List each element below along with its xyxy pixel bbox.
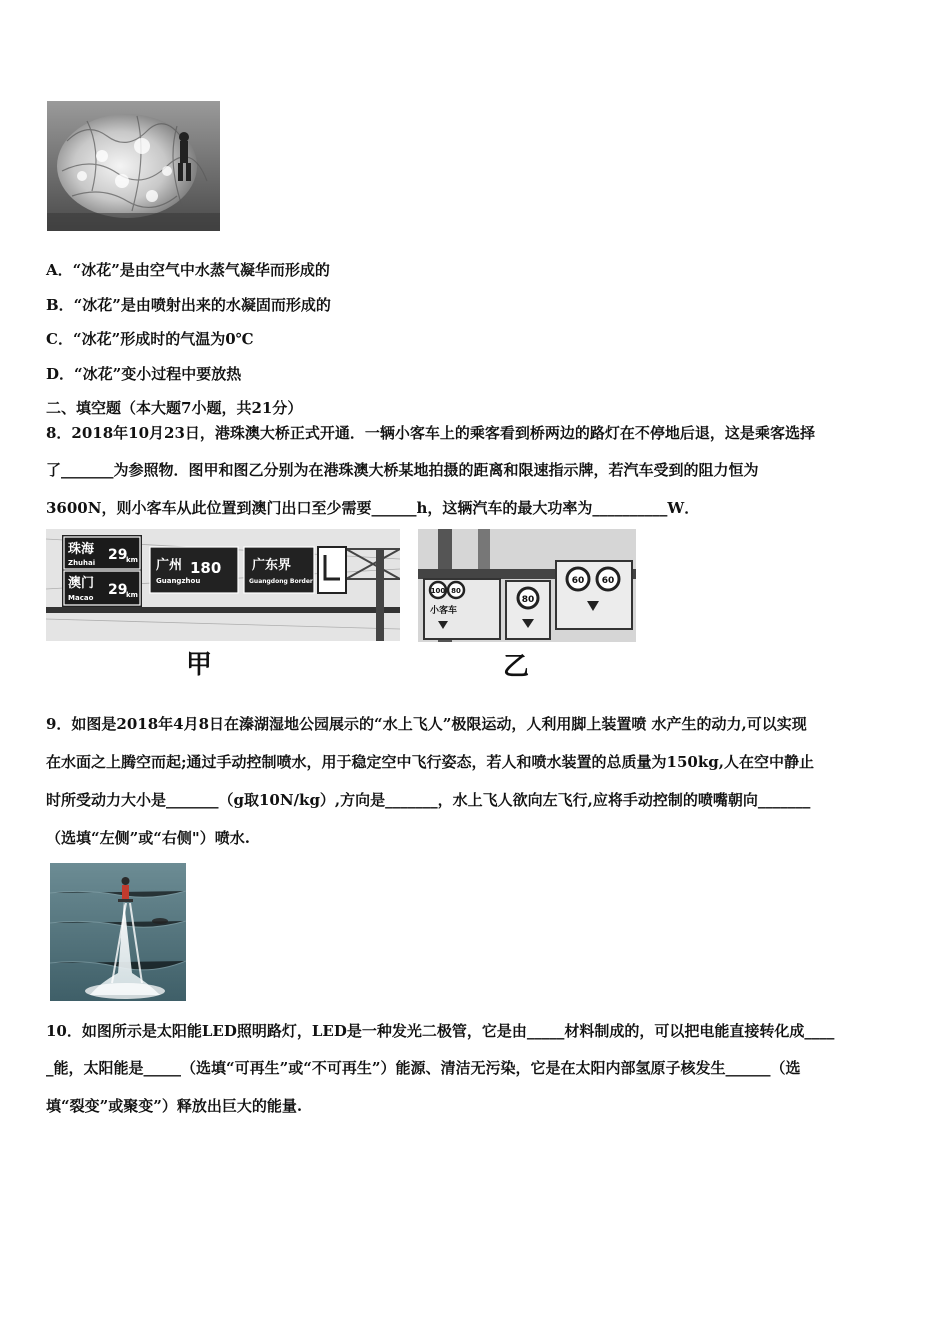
speed-limit-sign-photo <box>418 529 636 642</box>
section-heading: 二、填空题（本大题7小题，共21分） <box>46 399 303 417</box>
guangzhou-en-label: Guangzhou <box>156 577 201 585</box>
zhuhai-label: 珠海 <box>68 542 95 557</box>
guangdong-en-label: Guangdong Border <box>249 578 313 585</box>
q9-line-1: 9．如图是2018年4月8日在溱湖湿地公园展示的“水上飞人”极限运动，人利用脚上装置喷 水产生的动力,可以实现 <box>46 715 807 733</box>
distance-sign-photo <box>46 529 400 641</box>
limit-60-b: 60 <box>601 576 615 586</box>
limit-80-top: 80 <box>451 587 461 595</box>
macao-km-unit: km <box>126 591 138 599</box>
zhuhai-km-unit: km <box>126 556 138 564</box>
q10-line-3: 填“裂变”或聚变”）释放出巨大的能量. <box>46 1097 303 1115</box>
guangzhou-label: 广州 <box>156 558 183 573</box>
vehicle-type-label: 小客车 <box>430 606 458 616</box>
q9-line-2: 在水面之上腾空而起;通过手动控制喷水，用于稳定空中飞行姿态，若人和喷水装置的总质量为150kg,人在空中静止 <box>46 753 814 771</box>
zhuhai-distance: 29 <box>108 547 128 563</box>
flyboard-illustration <box>50 863 186 1001</box>
q8-line-3: 3600N，则小客车从此位置到澳门出口至少需要______h，这辆汽车的最大功率为__________W． <box>46 499 700 517</box>
speed-limit-sign-illustration <box>418 529 636 642</box>
zhuhai-en-label: Zhuhai <box>68 559 96 567</box>
flyboard-photo <box>50 863 186 1001</box>
q10-line-1: 10．如图所示是太阳能LED照明路灯，LED是一种发光二极管，它是由_____材料制成的，可以把电能直接转化成____ <box>46 1022 835 1040</box>
limit-60-a: 60 <box>571 576 585 586</box>
q9-line-3: 时所受动力大小是_______（g取10N/kg）,方向是_______，水上飞人欲向左飞行,应将手动控制的喷嘴朝向_______ <box>46 791 811 809</box>
macao-en-label: Macao <box>68 594 94 602</box>
choice-c: C．“冰花”形成时的气温为0℃ <box>46 330 254 348</box>
q10-line-2: _能，太阳能是_____（选填“可再生”或“不可再生”）能源、清洁无污染，它是在太阳内部氢原子核发生______（选 <box>46 1059 801 1077</box>
guangzhou-distance: 180 <box>190 559 222 577</box>
limit-100: 100 <box>430 587 446 595</box>
choice-a: A．“冰花”是由空气中水蒸气凝华而形成的 <box>46 261 330 279</box>
q8-line-1: 8．2018年10月23日，港珠澳大桥正式开通．一辆小客车上的乘客看到桥两边的路灯在不停地后退，这是乘客选择 <box>46 424 815 442</box>
choice-d: D．“冰花”变小过程中要放热 <box>46 365 242 383</box>
limit-80-mid: 80 <box>521 595 535 605</box>
macao-label: 澳门 <box>68 576 95 591</box>
ice-flower-photo <box>47 101 220 231</box>
guangdong-label: 广东界 <box>252 558 292 573</box>
figure-label-yi: 乙 <box>503 652 530 682</box>
figure-label-jia: 甲 <box>186 650 213 680</box>
q9-line-4: （选填“左侧”或“右侧"）喷水. <box>46 829 250 847</box>
q8-line-2: 了_______为参照物．图甲和图乙分别为在港珠澳大桥某地拍摄的距离和限速指示牌，若汽车受到的阻力恒为 <box>46 461 759 479</box>
ice-flower-illustration <box>47 101 220 231</box>
macao-distance: 29 <box>108 582 128 598</box>
distance-sign-illustration <box>46 529 400 641</box>
choice-b: B．“冰花”是由喷射出来的水凝固而形成的 <box>46 296 331 314</box>
